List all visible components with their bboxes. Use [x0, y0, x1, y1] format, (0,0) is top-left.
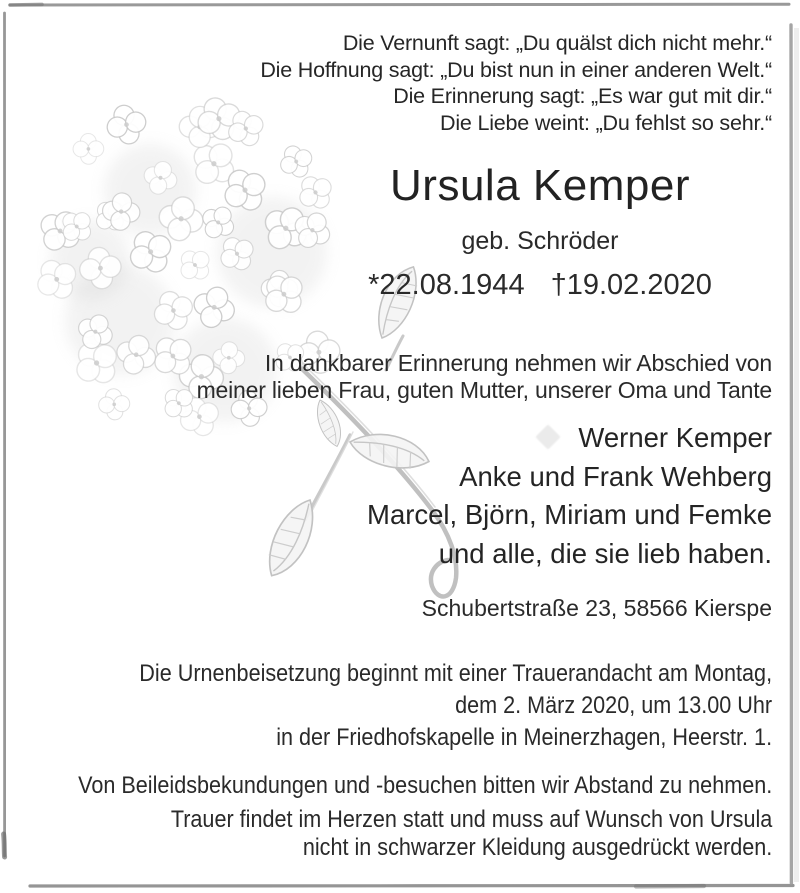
condolence-note: Von Beileidsbekundungen und -besuchen bitten wir Abstand zu nehmen. — [77, 772, 772, 799]
closing-line: Trauer findet im Herzen statt und muss auf Wunsch von Ursula — [170, 806, 772, 833]
mourner-line: Marcel, Björn, Miriam und Femke — [367, 499, 772, 530]
farewell-intro — [197, 350, 772, 404]
deceased-block — [244, 161, 800, 302]
epigraph-line: Die Hoffnung sagt: „Du bist nun in einer anderen Welt.“ — [260, 57, 772, 82]
intro-line: meiner lieben Frau, guten Mutter, unserer Oma und Tante — [196, 377, 772, 403]
maiden-name: geb. Schröder — [461, 227, 619, 255]
mourners-list — [367, 419, 772, 573]
mourner-line: Anke und Frank Wehberg — [459, 460, 772, 492]
deceased-name: Ursula Kemper — [390, 161, 690, 210]
ceremony-line: Die Urnenbeisetzung beginnt mit einer Trauerandacht am Montag, — [139, 660, 772, 687]
epigraph-line: Die Erinnerung sagt: „Es war gut mit dir.“ — [393, 84, 772, 108]
mourner-line: Werner Kemper — [578, 422, 772, 453]
address-line: Schubertstraße 23, 58566 Kierspe — [421, 595, 772, 621]
life-dates — [244, 269, 800, 302]
epigraph — [260, 30, 772, 136]
ceremony-line: in der Friedhofskapelle in Meinerzhagen, Heerstr. 1. — [276, 724, 772, 751]
mourner-line: und alle, die sie lieb haben. — [438, 537, 772, 569]
ceremony-line: dem 2. März 2020, um 13.00 Uhr — [455, 692, 772, 719]
closing-note — [171, 806, 772, 861]
ceremony-details — [139, 658, 772, 754]
epigraph-line: Die Vernunft sagt: „Du quälst dich nicht mehr.“ — [342, 31, 772, 55]
intro-line: In dankbarer Erinnerung nehmen wir Abschied von — [264, 350, 772, 376]
epigraph-line: Die Liebe weint: „Du fehlst so sehr.“ — [440, 110, 772, 135]
closing-line: nicht in schwarzer Kleidung ausgedrückt werden. — [302, 833, 772, 861]
death-date: †19.02.2020 — [550, 269, 712, 301]
birth-date: *22.08.1944 — [368, 269, 525, 301]
